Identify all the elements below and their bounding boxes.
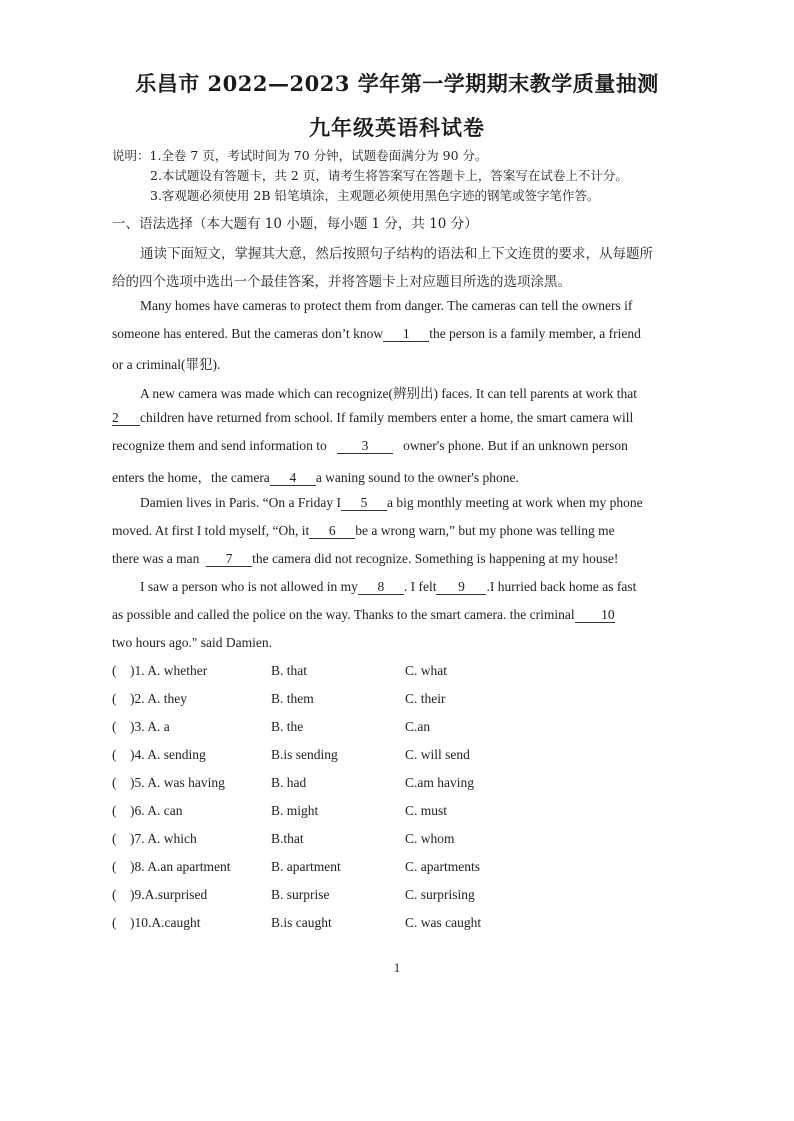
passage-text: Damien lives in Paris. “On a Friday I [140, 495, 341, 510]
answer-paren: ( [112, 719, 117, 734]
option-c: C. surprising [405, 887, 475, 902]
passage-text: moved. At first I told myself, “Oh, it [112, 523, 310, 538]
passage-text: children have returned from school. If family members enter a home, the smart camera will [140, 410, 634, 425]
note-line-3: 3.客观题必须使用 2B 铅笔填涂，主观题必须使用黑色字迹的钢笔或签字笔作答。 [150, 188, 600, 203]
option-a: )7. A. which [130, 831, 197, 846]
option-c: C.an [405, 719, 431, 734]
passage-line [112, 438, 628, 454]
option-b: B.that [271, 831, 304, 846]
passage-text: the camera did not recognize. Something is happening at my house! [252, 551, 619, 566]
passage-text: there was a man [112, 551, 200, 566]
option-b: B. that [271, 663, 307, 678]
passage-text: a waning sound to the owner's phone. [315, 470, 519, 485]
blank-8: 8 [358, 580, 404, 595]
passage-line [112, 607, 615, 623]
instruction-line-2: 给的四个选项中选出一个最佳答案，并将答题卡上对应题目所选的选项涂黑。 [112, 274, 571, 290]
passage-line [112, 523, 615, 539]
option-c: C. was caught [405, 915, 482, 930]
passage-line: two hours ago." said Damien. [112, 635, 272, 650]
answer-paren: ( [112, 691, 117, 706]
option-b: B.is sending [271, 747, 338, 762]
option-a: )3. A. a [130, 719, 170, 734]
passage-text: owner's phone. But if an unknown person [403, 438, 628, 453]
passage-line: or a criminal(罪犯). [112, 357, 221, 372]
blank-2: 2 [112, 411, 140, 426]
passage-text: as possible and called the police on the way. Thanks to the smart camera. the criminal [112, 607, 575, 622]
passage-line [140, 579, 636, 595]
exam-subtitle: 九年级英语科试卷 [309, 115, 485, 140]
option-b: B.is caught [271, 915, 332, 930]
passage-line [112, 410, 633, 426]
answer-paren: ( [112, 747, 117, 762]
passage-text: the person is a family member, a friend [429, 326, 641, 341]
option-b: B. might [271, 803, 319, 818]
passage-text: .I hurried back home as fast [486, 579, 637, 594]
passage-text: . I felt [403, 579, 437, 594]
option-c: C. must [405, 803, 448, 818]
option-b: B. apartment [271, 859, 341, 874]
option-a: )6. A. can [130, 803, 183, 818]
answer-paren: ( [112, 663, 117, 678]
option-c: C. their [405, 691, 446, 706]
option-a: )9.A.surprised [130, 887, 208, 902]
instruction-line-1: 通读下面短文，掌握其大意，然后按照句子结构的语法和上下文连贯的要求，从每题所 [140, 246, 653, 262]
passage-text: a big monthly meeting at work when my phone [386, 495, 643, 510]
page-number: 1 [393, 960, 401, 975]
option-b: B. the [271, 719, 304, 734]
option-c: C. will send [405, 747, 470, 762]
passage-line [112, 326, 641, 342]
note-line-2: 2.本试题设有答题卡，共 2 页，请考生将答案写在答题卡上，答案写在试卷上不计分。 [150, 168, 628, 183]
answer-paren: ( [112, 915, 117, 930]
option-b: B. had [271, 775, 307, 790]
passage-line [140, 495, 643, 511]
option-c: C. whom [405, 831, 455, 846]
option-a: )8. A.an apartment [130, 859, 231, 874]
option-c: C. what [405, 663, 447, 678]
blank-4: 4 [270, 471, 316, 486]
answer-paren: ( [112, 859, 117, 874]
blank-10: 10 [575, 608, 615, 623]
blank-7: 7 [206, 552, 252, 567]
passage-line: Many homes have cameras to protect them from danger. The cameras can tell the owners if [140, 298, 633, 313]
option-b: B. them [271, 691, 314, 706]
passage-text: someone has entered. But the cameras don’t know [112, 326, 384, 341]
option-c: C. apartments [405, 859, 480, 874]
answer-paren: ( [112, 803, 117, 818]
passage-line [112, 551, 618, 567]
passage-text: enters the home，the camera [112, 470, 270, 485]
passage-text: be a wrong warn,” but my phone was telling me [355, 523, 615, 538]
note-line-1: 说明：1.全卷 7 页，考试时间为 70 分钟，试题卷面满分为 90 分。 [112, 148, 488, 163]
passage-text: I saw a person who is not allowed in my [140, 579, 358, 594]
passage-text: recognize them and send information to [112, 438, 327, 453]
answer-paren: ( [112, 887, 117, 902]
blank-6: 6 [309, 524, 355, 539]
option-a: )4. A. sending [130, 747, 206, 762]
blank-1: 1 [383, 327, 429, 342]
section-heading: 一、语法选择（本大题有 10 小题，每小题 1 分，共 10 分） [112, 216, 478, 232]
exam-title: 乐昌市 2022—2023 学年第一学期期末教学质量抽测 [135, 71, 659, 96]
option-a: )10.A.caught [130, 915, 201, 930]
option-c: C.am having [405, 775, 474, 790]
blank-3: 3 [337, 439, 393, 454]
option-a: )1. A. whether [130, 663, 208, 678]
option-a: )5. A. was having [130, 775, 225, 790]
passage-line [112, 466, 519, 486]
blank-9: 9 [436, 580, 486, 595]
option-a: )2. A. they [130, 691, 187, 706]
answer-paren: ( [112, 775, 117, 790]
blank-5: 5 [341, 496, 387, 511]
passage-line: A new camera was made which can recognize(辨别出) faces. It can tell parents at work that [140, 386, 638, 401]
answer-paren: ( [112, 831, 117, 846]
option-b: B. surprise [271, 887, 330, 902]
